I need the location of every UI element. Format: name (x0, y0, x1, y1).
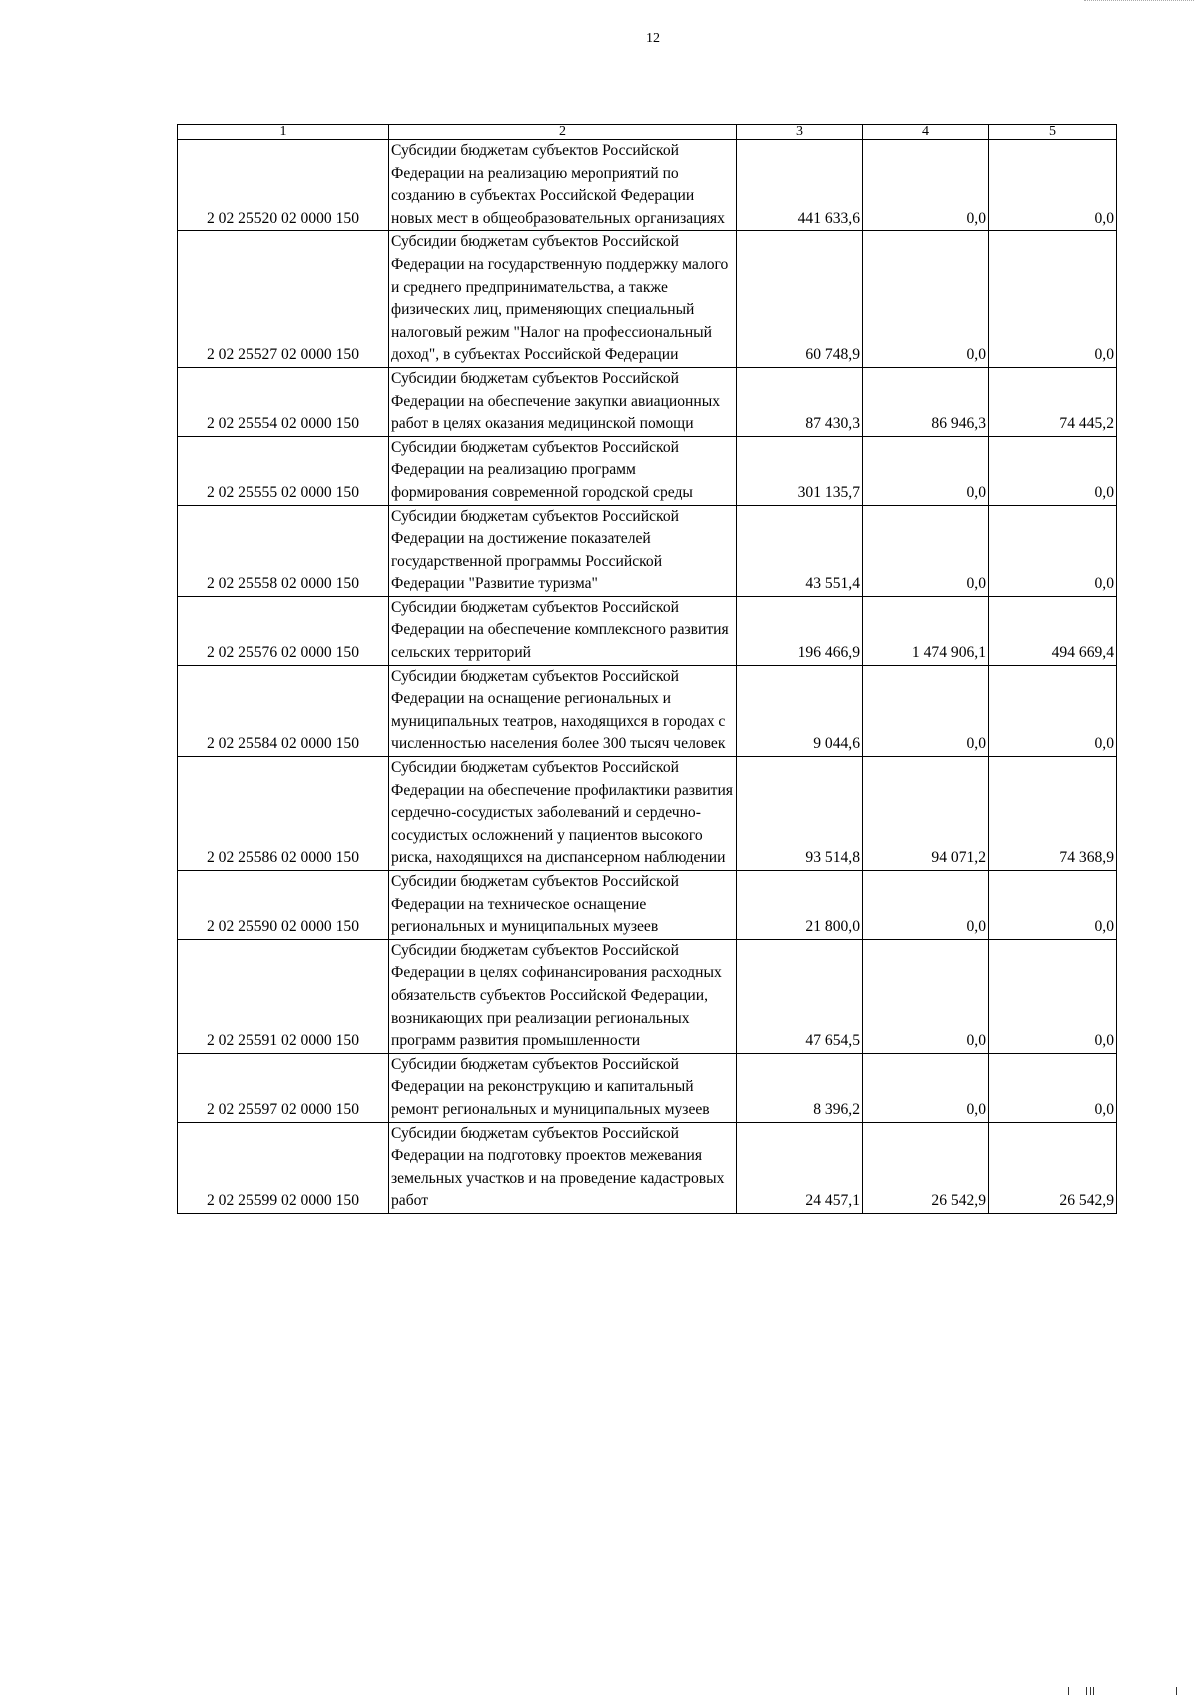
budget-code-cell: 2 02 25586 02 0000 150 (178, 757, 389, 871)
budget-code-cell: 2 02 25527 02 0000 150 (178, 231, 389, 368)
value-col4-cell: 0,0 (863, 665, 989, 756)
value-col4-cell: 94 071,2 (863, 757, 989, 871)
value-col5-cell: 0,0 (989, 939, 1117, 1053)
table-row (178, 505, 1117, 596)
table-row (178, 367, 1117, 436)
value-col5-cell: 0,0 (989, 140, 1117, 231)
value-col3-cell: 196 466,9 (737, 596, 863, 665)
budget-code-cell: 2 02 25591 02 0000 150 (178, 939, 389, 1053)
value-col4-cell: 0,0 (863, 1053, 989, 1122)
column-header-1: 1 (178, 125, 389, 140)
value-col5-cell: 0,0 (989, 231, 1117, 368)
budget-table (177, 124, 1117, 1214)
budget-code-cell: 2 02 25554 02 0000 150 (178, 367, 389, 436)
value-col3-cell: 43 551,4 (737, 505, 863, 596)
value-col4-cell: 0,0 (863, 436, 989, 505)
table-row (178, 231, 1117, 368)
value-col4-cell: 0,0 (863, 505, 989, 596)
value-col5-cell: 0,0 (989, 871, 1117, 940)
description-cell: Субсидии бюджетам субъектов Российской Федерации на реализацию программ формирования современной городской среды (389, 436, 737, 505)
value-col3-cell: 47 654,5 (737, 939, 863, 1053)
value-col3-cell: 9 044,6 (737, 665, 863, 756)
value-col3-cell: 93 514,8 (737, 757, 863, 871)
value-col4-cell: 0,0 (863, 871, 989, 940)
description-cell: Субсидии бюджетам субъектов Российской Федерации на обеспечение профилактики развития сердечно-сосудистых заболеваний и сердечно-сосудистых осложнений у пациентов высокого риска, находящихся на диспансерном наблюдении (389, 757, 737, 871)
value-col5-cell: 0,0 (989, 665, 1117, 756)
value-col4-cell: 0,0 (863, 140, 989, 231)
description-cell: Субсидии бюджетам субъектов Российской Федерации в целях софинансирования расходных обязательств субъектов Российской Федерации, возникающих при реализации региональных программ развития промышленности (389, 939, 737, 1053)
table-body (178, 140, 1117, 1214)
budget-code-cell: 2 02 25520 02 0000 150 (178, 140, 389, 231)
table-row (178, 140, 1117, 231)
value-col3-cell: 8 396,2 (737, 1053, 863, 1122)
table-row (178, 665, 1117, 756)
value-col4-cell: 86 946,3 (863, 367, 989, 436)
table-row (178, 871, 1117, 940)
value-col5-cell: 74 445,2 (989, 367, 1117, 436)
value-col5-cell: 26 542,9 (989, 1122, 1117, 1213)
value-col5-cell: 0,0 (989, 436, 1117, 505)
budget-code-cell: 2 02 25597 02 0000 150 (178, 1053, 389, 1122)
budget-code-cell: 2 02 25558 02 0000 150 (178, 505, 389, 596)
description-cell: Субсидии бюджетам субъектов Российской Федерации на государственную поддержку малого и среднего предпринимательства, а также физических лиц, применяющих специальный налоговый режим "Налог на профессиональный доход", в субъектах Российской Федерации (389, 231, 737, 368)
table-row (178, 1122, 1117, 1213)
description-cell: Субсидии бюджетам субъектов Российской Федерации на достижение показателей государственной программы Российской Федерации "Развитие туризма" (389, 505, 737, 596)
description-cell: Субсидии бюджетам субъектов Российской Федерации на оснащение региональных и муниципальных театров, находящихся в городах с численностью населения более 300 тысяч человек (389, 665, 737, 756)
table-row (178, 596, 1117, 665)
value-col5-cell: 0,0 (989, 1053, 1117, 1122)
value-col5-cell: 494 669,4 (989, 596, 1117, 665)
budget-code-cell: 2 02 25576 02 0000 150 (178, 596, 389, 665)
description-cell: Субсидии бюджетам субъектов Российской Федерации на подготовку проектов межевания земельных участков и на проведение кадастровых работ (389, 1122, 737, 1213)
budget-code-cell: 2 02 25555 02 0000 150 (178, 436, 389, 505)
column-header-3: 3 (737, 125, 863, 140)
column-header-4: 4 (863, 125, 989, 140)
table-row (178, 939, 1117, 1053)
value-col5-cell: 0,0 (989, 505, 1117, 596)
budget-code-cell: 2 02 25584 02 0000 150 (178, 665, 389, 756)
description-cell: Субсидии бюджетам субъектов Российской Федерации на обеспечение закупки авиационных работ в целях оказания медицинской помощи (389, 367, 737, 436)
column-header-2: 2 (389, 125, 737, 140)
value-col3-cell: 21 800,0 (737, 871, 863, 940)
value-col4-cell: 1 474 906,1 (863, 596, 989, 665)
column-header-5: 5 (989, 125, 1117, 140)
table-row (178, 757, 1117, 871)
scan-corner-mark (1084, 0, 1194, 7)
value-col4-cell: 26 542,9 (863, 1122, 989, 1213)
value-col5-cell: 74 368,9 (989, 757, 1117, 871)
table-row (178, 436, 1117, 505)
value-col4-cell: 0,0 (863, 939, 989, 1053)
description-cell: Субсидии бюджетам субъектов Российской Федерации на реализацию мероприятий по созданию в субъектах Российской Федерации новых мест в общеобразовательных организациях (389, 140, 737, 231)
value-col3-cell: 24 457,1 (737, 1122, 863, 1213)
scan-edge-marks (1066, 1685, 1186, 1695)
budget-code-cell: 2 02 25590 02 0000 150 (178, 871, 389, 940)
description-cell: Субсидии бюджетам субъектов Российской Федерации на реконструкцию и капитальный ремонт региональных и муниципальных музеев (389, 1053, 737, 1122)
table-row (178, 1053, 1117, 1122)
page-number: 12 (646, 31, 660, 46)
description-cell: Субсидии бюджетам субъектов Российской Федерации на техническое оснащение региональных и муниципальных музеев (389, 871, 737, 940)
header-row (178, 125, 1117, 140)
value-col4-cell: 0,0 (863, 231, 989, 368)
value-col3-cell: 87 430,3 (737, 367, 863, 436)
budget-code-cell: 2 02 25599 02 0000 150 (178, 1122, 389, 1213)
description-cell: Субсидии бюджетам субъектов Российской Федерации на обеспечение комплексного развития сельских территорий (389, 596, 737, 665)
value-col3-cell: 301 135,7 (737, 436, 863, 505)
value-col3-cell: 441 633,6 (737, 140, 863, 231)
value-col3-cell: 60 748,9 (737, 231, 863, 368)
